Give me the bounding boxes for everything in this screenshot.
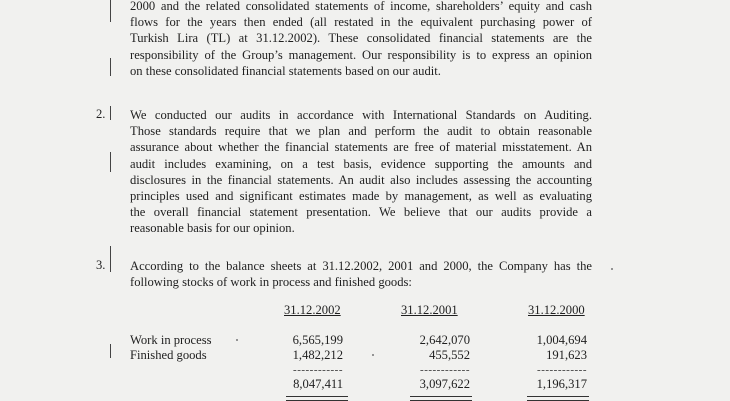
paragraph-line: Those standards require that we plan and perform the audit to obtain reasonable bbox=[130, 124, 592, 139]
paragraph-line: reasonable basis for our opinion. bbox=[130, 221, 295, 236]
paragraph-line: Turkish Lira (TL) at 31.12.2002). These consolidated financial statements are the bbox=[130, 31, 592, 46]
paragraph-number: 3. bbox=[96, 258, 106, 272]
separator-dashes: ------------ bbox=[420, 364, 470, 376]
row-label: Work in process bbox=[130, 333, 212, 347]
total-cell: 3,097,622 bbox=[419, 377, 470, 391]
paragraph-number: 2. bbox=[96, 107, 106, 121]
total-cell: 1,196,317 bbox=[536, 377, 587, 391]
total-cell: 8,047,411 bbox=[293, 377, 343, 391]
column-header: 31.12.2000 bbox=[528, 303, 585, 317]
double-underline bbox=[527, 396, 589, 401]
margin-bar bbox=[110, 344, 111, 358]
paragraph-line: 2000 and the related consolidated statements of income, shareholders’ equity and cash bbox=[130, 0, 592, 13]
margin-bar bbox=[110, 106, 111, 120]
paragraph-line: audit includes examining, on a test basis, evidence supporting the amounts and bbox=[130, 156, 592, 171]
paragraph-line: the overall financial statement presentation. We believe that our audits provide a bbox=[130, 205, 592, 220]
margin-bar bbox=[110, 152, 111, 172]
table-cell: 1,482,212 bbox=[292, 348, 343, 362]
double-underline bbox=[286, 396, 348, 401]
paragraph-line: According to the balance sheets at 31.12.2002, 2001 and 2000, the Company has the bbox=[130, 259, 592, 273]
separator-dashes: ------------ bbox=[293, 364, 343, 376]
column-header: 31.12.2002 bbox=[284, 303, 341, 317]
table-cell: 2,642,070 bbox=[419, 333, 470, 347]
paragraph-line: responsibility of the Group’s management. Our responsibility is to express an opinion bbox=[130, 47, 592, 62]
paragraph-line: principles used and significant estimates made by management, as well as evaluating bbox=[130, 189, 592, 204]
paragraph-1 bbox=[130, 0, 592, 79]
paragraph-2 bbox=[130, 107, 592, 237]
scan-speck bbox=[372, 354, 374, 356]
scan-speck bbox=[611, 268, 613, 270]
paragraph-3 bbox=[130, 258, 592, 290]
margin-bar bbox=[110, 246, 111, 272]
paragraph-line: following stocks of work in process and finished goods: bbox=[130, 275, 412, 290]
paragraph-line: assurance about whether the financial statements are free of material misstatement. An bbox=[130, 140, 592, 155]
paragraph-line: disclosures in the financial statements. An audit also includes assessing the accounting bbox=[130, 172, 592, 187]
row-label: Finished goods bbox=[130, 348, 207, 362]
margin-bar bbox=[110, 0, 111, 22]
table-cell: 455,552 bbox=[429, 348, 470, 362]
separator-dashes: ------------ bbox=[537, 364, 587, 376]
scan-speck bbox=[236, 339, 238, 341]
paragraph-line: We conducted our audits in accordance with International Standards on Auditing. bbox=[130, 108, 592, 122]
table-cell: 6,565,199 bbox=[292, 333, 343, 347]
column-header: 31.12.2001 bbox=[401, 303, 458, 317]
margin-bar bbox=[110, 58, 111, 76]
table-cell: 1,004,694 bbox=[536, 333, 587, 347]
table-cell: 191,623 bbox=[546, 348, 587, 362]
paragraph-line: on these consolidated financial statements based on our audit. bbox=[130, 63, 441, 78]
paragraph-line: flows for the years then ended (all restated in the equivalent purchasing power of bbox=[130, 15, 592, 30]
double-underline bbox=[410, 396, 472, 401]
